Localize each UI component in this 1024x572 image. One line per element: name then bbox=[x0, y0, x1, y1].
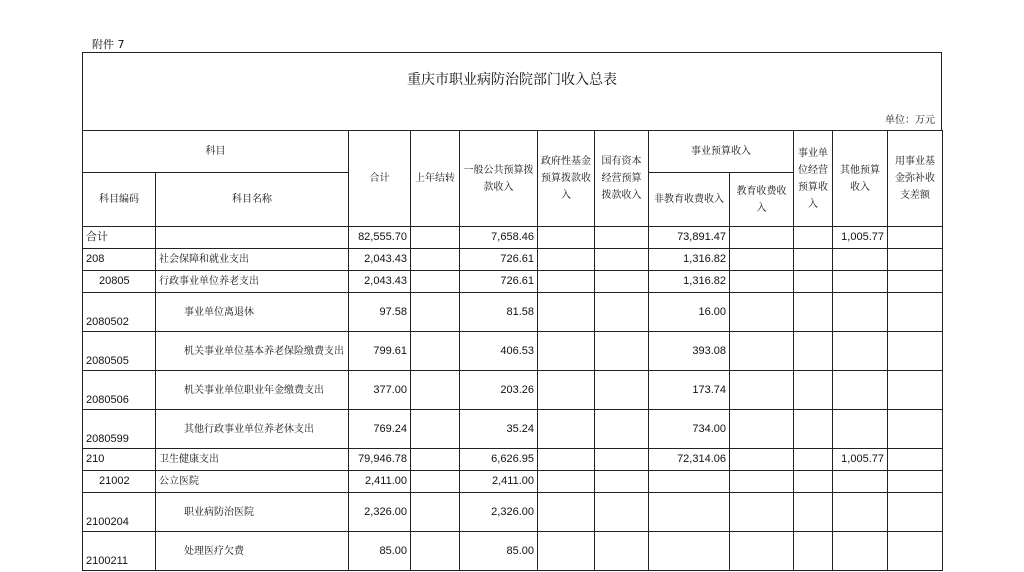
header-operating: 事业单位经营预算收入 bbox=[794, 131, 833, 227]
cell-other bbox=[833, 293, 888, 332]
cell-total: 85.00 bbox=[349, 532, 411, 571]
table-row bbox=[83, 410, 943, 449]
header-edu: 教育收费收入 bbox=[730, 173, 794, 227]
cell-carryover bbox=[411, 371, 460, 410]
cell-general: 7,658.46 bbox=[460, 227, 538, 249]
cell-carryover bbox=[411, 449, 460, 471]
attachment-label: 附件 7 bbox=[92, 38, 125, 51]
cell-fund bbox=[888, 249, 943, 271]
income-summary-table bbox=[82, 130, 943, 571]
header-other: 其他预算收入 bbox=[833, 131, 888, 227]
header-carryover: 上年结转 bbox=[411, 131, 460, 227]
cell-name: 社会保障和就业支出 bbox=[156, 249, 349, 271]
cell-carryover bbox=[411, 271, 460, 293]
cell-operating bbox=[794, 532, 833, 571]
cell-operating bbox=[794, 271, 833, 293]
cell-other bbox=[833, 371, 888, 410]
cell-non-edu: 173.74 bbox=[649, 371, 730, 410]
cell-total: 97.58 bbox=[349, 293, 411, 332]
cell-name bbox=[156, 227, 349, 249]
cell-fund bbox=[888, 227, 943, 249]
cell-soe bbox=[595, 449, 649, 471]
cell-general: 6,626.95 bbox=[460, 449, 538, 471]
cell-operating bbox=[794, 471, 833, 493]
cell-soe bbox=[595, 371, 649, 410]
cell-name: 事业单位离退休 bbox=[156, 293, 349, 332]
cell-code: 2080505 bbox=[83, 332, 156, 371]
cell-carryover bbox=[411, 293, 460, 332]
cell-total: 79,946.78 bbox=[349, 449, 411, 471]
cell-name: 卫生健康支出 bbox=[156, 449, 349, 471]
cell-general: 85.00 bbox=[460, 532, 538, 571]
cell-fund bbox=[888, 493, 943, 532]
cell-edu bbox=[730, 227, 794, 249]
table-row bbox=[83, 449, 943, 471]
cell-carryover bbox=[411, 249, 460, 271]
cell-name: 职业病防治医院 bbox=[156, 493, 349, 532]
cell-name: 机关事业单位职业年金缴费支出 bbox=[156, 371, 349, 410]
cell-govfund bbox=[538, 493, 595, 532]
cell-soe bbox=[595, 227, 649, 249]
cell-operating bbox=[794, 493, 833, 532]
cell-fund bbox=[888, 449, 943, 471]
cell-govfund bbox=[538, 410, 595, 449]
cell-soe bbox=[595, 493, 649, 532]
cell-code: 21002 bbox=[83, 471, 156, 493]
table-row bbox=[83, 227, 943, 249]
cell-operating bbox=[794, 293, 833, 332]
cell-fund bbox=[888, 271, 943, 293]
cell-name: 公立医院 bbox=[156, 471, 349, 493]
cell-govfund bbox=[538, 332, 595, 371]
cell-code: 2080506 bbox=[83, 371, 156, 410]
table-row bbox=[83, 271, 943, 293]
cell-general: 406.53 bbox=[460, 332, 538, 371]
table-row bbox=[83, 532, 943, 571]
cell-soe bbox=[595, 293, 649, 332]
cell-govfund bbox=[538, 293, 595, 332]
cell-non-edu bbox=[649, 493, 730, 532]
table-row bbox=[83, 249, 943, 271]
cell-other bbox=[833, 249, 888, 271]
cell-edu bbox=[730, 271, 794, 293]
cell-name: 处理医疗欠费 bbox=[156, 532, 349, 571]
header-subject: 科目 bbox=[83, 131, 349, 173]
header-enterprise-group: 事业预算收入 bbox=[649, 131, 794, 173]
header-code: 科目编码 bbox=[83, 173, 156, 227]
cell-other bbox=[833, 271, 888, 293]
cell-other bbox=[833, 493, 888, 532]
cell-fund bbox=[888, 332, 943, 371]
cell-soe bbox=[595, 471, 649, 493]
cell-soe bbox=[595, 410, 649, 449]
cell-non-edu: 734.00 bbox=[649, 410, 730, 449]
cell-total: 799.61 bbox=[349, 332, 411, 371]
cell-code: 2080599 bbox=[83, 410, 156, 449]
table-title-frame bbox=[82, 52, 942, 130]
cell-non-edu: 73,891.47 bbox=[649, 227, 730, 249]
cell-govfund bbox=[538, 271, 595, 293]
cell-code: 2100204 bbox=[83, 493, 156, 532]
cell-fund bbox=[888, 293, 943, 332]
table-row bbox=[83, 371, 943, 410]
cell-edu bbox=[730, 449, 794, 471]
cell-edu bbox=[730, 332, 794, 371]
header-name: 科目名称 bbox=[156, 173, 349, 227]
cell-total: 2,326.00 bbox=[349, 493, 411, 532]
cell-operating bbox=[794, 449, 833, 471]
cell-carryover bbox=[411, 227, 460, 249]
cell-edu bbox=[730, 471, 794, 493]
cell-carryover bbox=[411, 471, 460, 493]
table-row bbox=[83, 332, 943, 371]
cell-name: 机关事业单位基本养老保险缴费支出 bbox=[156, 332, 349, 371]
cell-non-edu: 393.08 bbox=[649, 332, 730, 371]
cell-govfund bbox=[538, 227, 595, 249]
cell-code: 2100211 bbox=[83, 532, 156, 571]
table-title: 重庆市职业病防治院部门收入总表 bbox=[407, 72, 617, 88]
header-fund: 用事业基金弥补收支差额 bbox=[888, 131, 943, 227]
cell-code: 合计 bbox=[83, 227, 156, 249]
cell-edu bbox=[730, 410, 794, 449]
cell-carryover bbox=[411, 410, 460, 449]
cell-total: 769.24 bbox=[349, 410, 411, 449]
cell-non-edu bbox=[649, 532, 730, 571]
cell-code: 210 bbox=[83, 449, 156, 471]
cell-fund bbox=[888, 532, 943, 571]
cell-edu bbox=[730, 493, 794, 532]
cell-operating bbox=[794, 227, 833, 249]
cell-general: 2,411.00 bbox=[460, 471, 538, 493]
cell-edu bbox=[730, 371, 794, 410]
cell-code: 208 bbox=[83, 249, 156, 271]
cell-code: 2080502 bbox=[83, 293, 156, 332]
cell-carryover bbox=[411, 532, 460, 571]
cell-total: 2,043.43 bbox=[349, 249, 411, 271]
cell-soe bbox=[595, 532, 649, 571]
header-soe: 国有资本经营预算拨款收入 bbox=[595, 131, 649, 227]
cell-soe bbox=[595, 332, 649, 371]
cell-general: 726.61 bbox=[460, 249, 538, 271]
cell-general: 81.58 bbox=[460, 293, 538, 332]
table-row bbox=[83, 293, 943, 332]
cell-fund bbox=[888, 410, 943, 449]
cell-operating bbox=[794, 332, 833, 371]
unit-label: 单位：万元 bbox=[885, 115, 935, 126]
cell-total: 82,555.70 bbox=[349, 227, 411, 249]
cell-total: 377.00 bbox=[349, 371, 411, 410]
cell-edu bbox=[730, 293, 794, 332]
cell-other bbox=[833, 471, 888, 493]
cell-govfund bbox=[538, 471, 595, 493]
cell-name: 其他行政事业单位养老休支出 bbox=[156, 410, 349, 449]
header-total: 合计 bbox=[349, 131, 411, 227]
cell-general: 35.24 bbox=[460, 410, 538, 449]
cell-code: 20805 bbox=[83, 271, 156, 293]
header-non-edu: 非教育收费收入 bbox=[649, 173, 730, 227]
cell-total: 2,411.00 bbox=[349, 471, 411, 493]
cell-non-edu: 72,314.06 bbox=[649, 449, 730, 471]
cell-fund bbox=[888, 471, 943, 493]
cell-other bbox=[833, 410, 888, 449]
cell-carryover bbox=[411, 493, 460, 532]
cell-edu bbox=[730, 249, 794, 271]
cell-name: 行政事业单位养老支出 bbox=[156, 271, 349, 293]
cell-operating bbox=[794, 371, 833, 410]
cell-soe bbox=[595, 249, 649, 271]
cell-govfund bbox=[538, 532, 595, 571]
header-govfund: 政府性基金预算拨款收入 bbox=[538, 131, 595, 227]
cell-carryover bbox=[411, 332, 460, 371]
cell-non-edu: 16.00 bbox=[649, 293, 730, 332]
cell-general: 2,326.00 bbox=[460, 493, 538, 532]
cell-other bbox=[833, 532, 888, 571]
cell-govfund bbox=[538, 249, 595, 271]
table-row bbox=[83, 493, 943, 532]
cell-other bbox=[833, 332, 888, 371]
cell-total: 2,043.43 bbox=[349, 271, 411, 293]
cell-operating bbox=[794, 249, 833, 271]
cell-other: 1,005.77 bbox=[833, 449, 888, 471]
cell-non-edu: 1,316.82 bbox=[649, 271, 730, 293]
cell-non-edu: 1,316.82 bbox=[649, 249, 730, 271]
cell-general: 726.61 bbox=[460, 271, 538, 293]
cell-fund bbox=[888, 371, 943, 410]
cell-general: 203.26 bbox=[460, 371, 538, 410]
cell-govfund bbox=[538, 371, 595, 410]
cell-edu bbox=[730, 532, 794, 571]
table-row bbox=[83, 471, 943, 493]
cell-soe bbox=[595, 271, 649, 293]
cell-operating bbox=[794, 410, 833, 449]
cell-other: 1,005.77 bbox=[833, 227, 888, 249]
header-general: 一般公共预算拨款收入 bbox=[460, 131, 538, 227]
cell-non-edu bbox=[649, 471, 730, 493]
cell-govfund bbox=[538, 449, 595, 471]
